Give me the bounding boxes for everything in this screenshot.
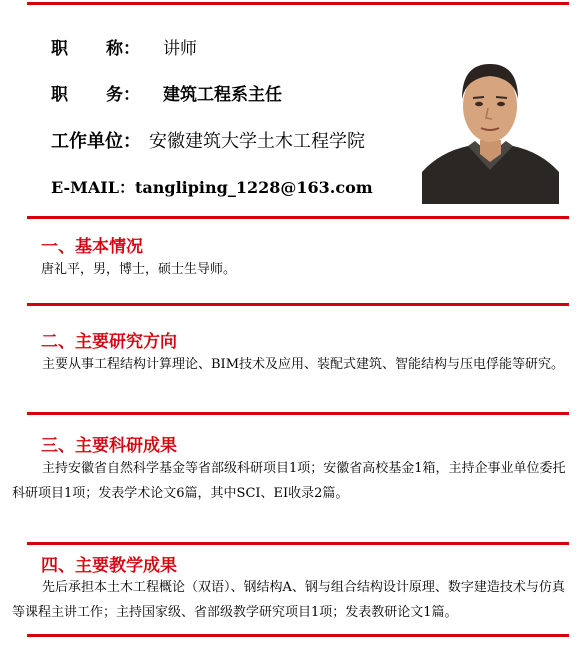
section-title-research-direction: 二、主要研究方向 <box>41 332 177 352</box>
duty-label-char1: 职 <box>51 85 68 105</box>
section-title-teaching-results: 四、主要教学成果 <box>41 556 177 576</box>
profile-duty-row <box>51 80 282 105</box>
section-title-research-results: 三、主要科研成果 <box>41 436 177 456</box>
duty-label-char2: 务： <box>106 85 140 105</box>
teaching-results-text: 先后承担本土木工程概论（双语）、钢结构A、钢与组合结构设计原理、数字建造技术与仿真等课程主讲工作；主持国家级、省部级教学研究项目1项；发表教研论文1篇。 <box>12 580 565 620</box>
section-body-basic-info: 唐礼平，男，博士，硕士生导师。 <box>41 262 237 277</box>
profile-photo <box>422 44 559 204</box>
unit-value: 安徽建筑大学土木工程学院 <box>149 131 365 152</box>
title-value: 讲师 <box>163 39 197 59</box>
section-divider-1 <box>27 216 569 219</box>
title-label-char2: 称： <box>106 39 140 59</box>
profile-title-row <box>51 34 197 59</box>
duty-value: 建筑工程系主任 <box>163 85 282 105</box>
research-results-text: 主持安徽省自然科学基金等省部级科研项目1项；安徽省高校基金1箱，主持企事业单位委托科研项目1项；发表学术论文6篇，其中SCI、EI收录2篇。 <box>12 461 566 501</box>
profile-email-row <box>51 175 373 198</box>
profile-unit-row <box>51 127 365 153</box>
section-body-research-direction <box>12 352 574 377</box>
section-body-teaching-results <box>12 575 574 625</box>
title-label-char1: 职 <box>51 39 68 59</box>
top-divider <box>27 2 569 5</box>
section-divider-2 <box>27 303 569 306</box>
section-title-basic-info: 一、基本情况 <box>41 237 143 257</box>
email-label: E-MAIL： <box>51 178 135 197</box>
email-value[interactable]: tangliping_1228@163.com <box>135 178 373 197</box>
section-divider-4 <box>27 542 569 545</box>
bottom-divider <box>27 634 569 637</box>
portrait-image <box>422 44 559 204</box>
section-divider-3 <box>27 412 569 415</box>
unit-label: 工作单位： <box>51 131 141 152</box>
section-body-research-results <box>12 456 574 506</box>
research-direction-text: 主要从事工程结构计算理论、BIM技术及应用、装配式建筑、智能结构与压电俘能等研究。 <box>42 357 565 372</box>
